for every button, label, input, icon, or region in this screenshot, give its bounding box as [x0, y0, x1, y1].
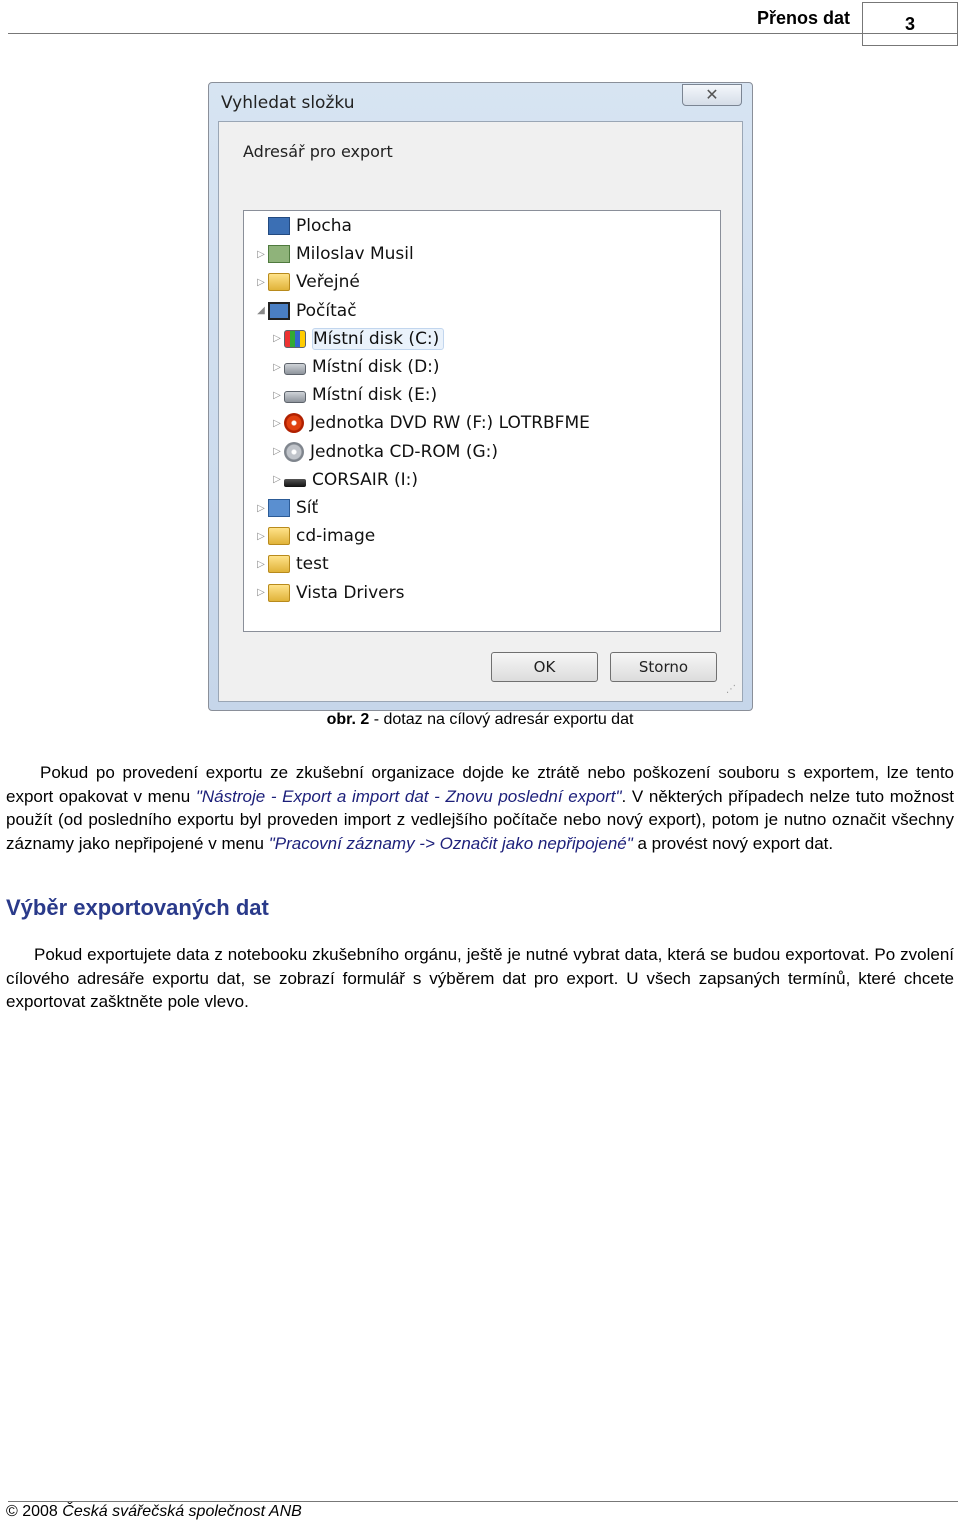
tree-item[interactable] — [270, 354, 440, 380]
expand-arrow-icon[interactable]: ▷ — [273, 474, 281, 486]
tree-item-label: Plocha — [296, 216, 352, 236]
paragraph1-part1: Pokud po provedení exportu ze zkušební organizace dojde ke ztrátě nebo poškození souboru s exportem, lze tento export opakovat v menu — [6, 763, 954, 806]
tree-item-label: cd-image — [296, 526, 376, 547]
folder-icon — [268, 584, 290, 602]
tree-item[interactable] — [270, 467, 418, 493]
paragraph1-part3: a provést nový export dat. — [632, 833, 834, 853]
tree-item[interactable] — [270, 439, 498, 465]
paragraph-export-repeat — [6, 761, 954, 855]
tree-item-label: Vista Drivers — [296, 582, 405, 603]
page-header-title: Přenos dat — [756, 8, 850, 28]
expand-arrow-icon[interactable]: ◢ — [257, 305, 265, 317]
user-folder-icon — [268, 245, 290, 263]
folder-icon — [268, 527, 290, 545]
tree-item-label: Jednotka CD-ROM (G:) — [310, 441, 498, 462]
tree-item[interactable] — [254, 241, 414, 267]
dvd-icon — [284, 413, 304, 433]
tree-item[interactable] — [254, 298, 357, 324]
windows-disk-icon — [284, 330, 306, 348]
tree-item-label: Místní disk (C:) — [312, 328, 444, 350]
tree-item[interactable] — [254, 551, 329, 577]
network-icon — [268, 499, 290, 517]
expand-arrow-icon[interactable]: ▷ — [273, 361, 281, 373]
tree-item-label: CORSAIR (I:) — [312, 469, 419, 490]
expand-arrow-icon[interactable]: ▷ — [257, 530, 265, 542]
disk-icon — [284, 363, 306, 375]
tree-item[interactable] — [254, 213, 352, 239]
usb-drive-icon — [284, 479, 306, 487]
desktop-icon — [268, 217, 290, 235]
expand-arrow-icon[interactable]: ▷ — [273, 333, 281, 345]
folder-icon — [268, 555, 290, 573]
expand-arrow-icon[interactable]: ▷ — [273, 446, 281, 458]
tree-item-label: Síť — [296, 498, 319, 518]
caption-prefix: obr. 2 — [326, 711, 370, 728]
tree-item-label: Místní disk (E:) — [312, 385, 438, 406]
tree-item[interactable] — [270, 410, 590, 436]
ok-button[interactable]: OK — [491, 652, 598, 682]
expand-arrow-icon[interactable]: ▷ — [257, 587, 265, 599]
tree-item-label: Miloslav Musil — [296, 244, 414, 265]
cd-icon — [284, 442, 304, 462]
tree-item-label: test — [296, 554, 329, 575]
expand-arrow-icon[interactable]: ▷ — [273, 417, 281, 429]
menu-path-repeat-export: "Nástroje - Export a import dat - Znovu poslední export" — [195, 786, 622, 806]
computer-icon — [268, 302, 290, 320]
tree-item-label: Místní disk (D:) — [312, 357, 440, 377]
footer-rule — [8, 1501, 958, 1502]
caption-text: - dotaz na cílový adresár exportu dat — [369, 711, 634, 728]
dialog-label: Adresář pro export — [243, 142, 393, 161]
expand-arrow-icon[interactable]: ▷ — [257, 558, 265, 570]
header-rule — [8, 33, 958, 34]
tree-item[interactable] — [254, 495, 318, 521]
close-button[interactable] — [682, 84, 742, 106]
cancel-button[interactable]: Storno — [610, 652, 717, 682]
paragraph1-part2: . V některých případech nelze tuto možnost použít (od posledního exportu byl proveden import z vedlejšího počítače nebo nový export), potom je nutno označit všechny záznamy jako nepřipojené v menu — [6, 786, 954, 853]
disk-icon — [284, 391, 306, 403]
dialog-body — [218, 121, 743, 702]
paragraph-export-selection: Pokud exportujete data z notebooku zkušebního orgánu, ještě je nutné vybrat data, která se budou exportovat. Po zvolení cílového adresáře exportu dat, se zobrazí formulář s výběrem dat pro export. U všech zapsaných termínů, které chcete exportovat zašktněte pole vlevo. — [6, 945, 954, 1011]
expand-arrow-icon[interactable]: ▷ — [273, 389, 281, 401]
tree-item[interactable] — [254, 523, 375, 549]
tree-item[interactable] — [254, 580, 405, 606]
expand-arrow-icon[interactable]: ▷ — [257, 248, 265, 260]
expand-arrow-icon[interactable]: ▷ — [257, 502, 265, 514]
tree-item[interactable] — [254, 269, 360, 295]
close-icon: ✕ — [705, 87, 719, 104]
menu-path-mark-unattached: "Pracovní záznamy -> Označit jako nepřipojené" — [268, 833, 633, 853]
tree-item-label: Počítač — [296, 300, 357, 321]
footer-company: Česká svářečská společnost ANB — [62, 1503, 302, 1520]
page-number: 3 — [862, 2, 958, 46]
footer-copyright: © 2008 — [6, 1503, 58, 1520]
footer — [6, 1503, 302, 1521]
tree-item-label: Veřejné — [296, 272, 360, 293]
section-heading: Výběr exportovaných dat — [6, 895, 269, 920]
folder-icon — [268, 273, 290, 291]
tree-item[interactable] — [270, 326, 444, 352]
expand-arrow-icon[interactable]: ▷ — [257, 276, 265, 288]
figure-caption — [0, 711, 960, 729]
browse-folder-dialog — [208, 82, 753, 711]
dialog-title: Vyhledat složku — [221, 93, 355, 113]
tree-item-label: Jednotka DVD RW (F:) LOTRBFME — [310, 413, 590, 434]
folder-tree[interactable] — [243, 210, 721, 632]
tree-item[interactable] — [270, 382, 437, 408]
resize-grip-icon[interactable]: ⋰ — [726, 684, 736, 695]
